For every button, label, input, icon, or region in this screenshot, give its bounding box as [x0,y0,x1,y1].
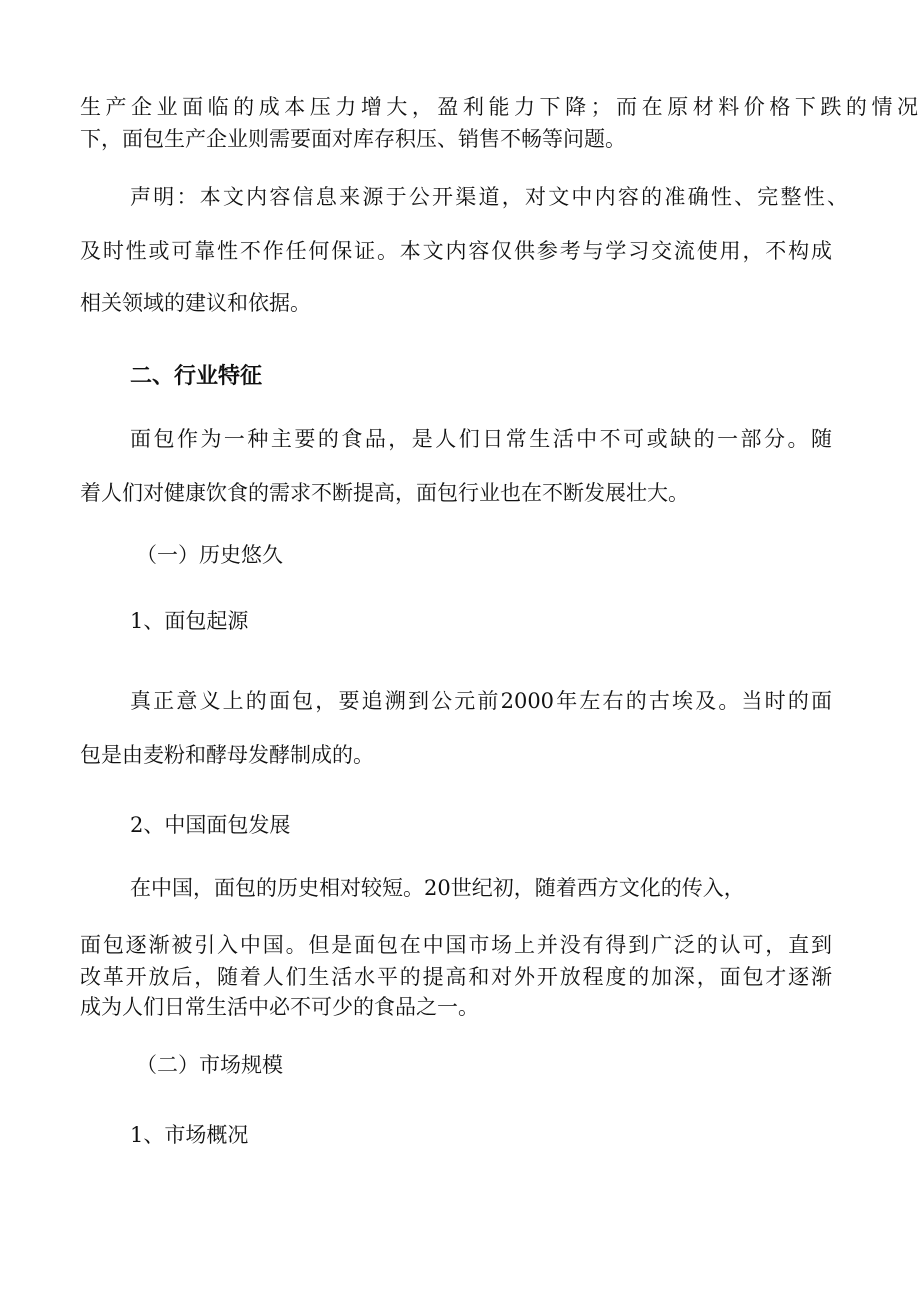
section-2-heading: 二、行业特征 [130,364,263,389]
subsection-2-heading: （二）市场规模 [136,1053,283,1077]
item-2-text-line-1: 在中国，面包的历史相对较短。20世纪初，随着西方文化的传入， [130,876,745,900]
item-2-text-line-2: 面包逐渐被引入中国。但是面包在中国市场上并没有得到广泛的认可，直到 [80,933,832,957]
item-2-text-line-3: 改革开放后，随着人们生活水平的提高和对外开放程度的加深，面包才逐渐 [80,965,832,989]
subsection-1-heading: （一）历史悠久 [136,543,283,567]
item-1-text-line-2: 包是由麦粉和酵母发酵制成的。 [80,743,374,767]
disclaimer-line-1: 声明：本文内容信息来源于公开渠道，对文中内容的准确性、完整性、 [130,185,848,209]
section-2-intro-line-2: 着人们对健康饮食的需求不断提高，面包行业也在不断发展壮大。 [80,481,689,505]
disclaimer-line-3: 相关领域的建议和依据。 [80,291,311,315]
item-3-heading: 1、市场概况 [130,1123,249,1147]
item-2-text-line-4: 成为人们日常生活中必不可少的食品之一。 [80,995,479,1019]
section-2-intro-line-1: 面包作为一种主要的食品，是人们日常生活中不可或缺的一部分。随 [130,427,832,451]
item-1-heading: 1、面包起源 [130,609,249,633]
paragraph-1-line-2: 下，面包生产企业则需要面对库存积压、销售不畅等问题。 [80,127,626,151]
item-1-text-line-1: 真正意义上的面包，要追溯到公元前2000年左右的古埃及。当时的面 [130,689,832,713]
item-2-heading: 2、中国面包发展 [130,813,291,837]
disclaimer-line-2: 及时性或可靠性不作任何保证。本文内容仅供参考与学习交流使用，不构成 [80,239,832,263]
paragraph-1-line-1: 生产企业面临的成本压力增大，盈利能力下降；而在原材料价格下跌的情况 [80,95,918,119]
